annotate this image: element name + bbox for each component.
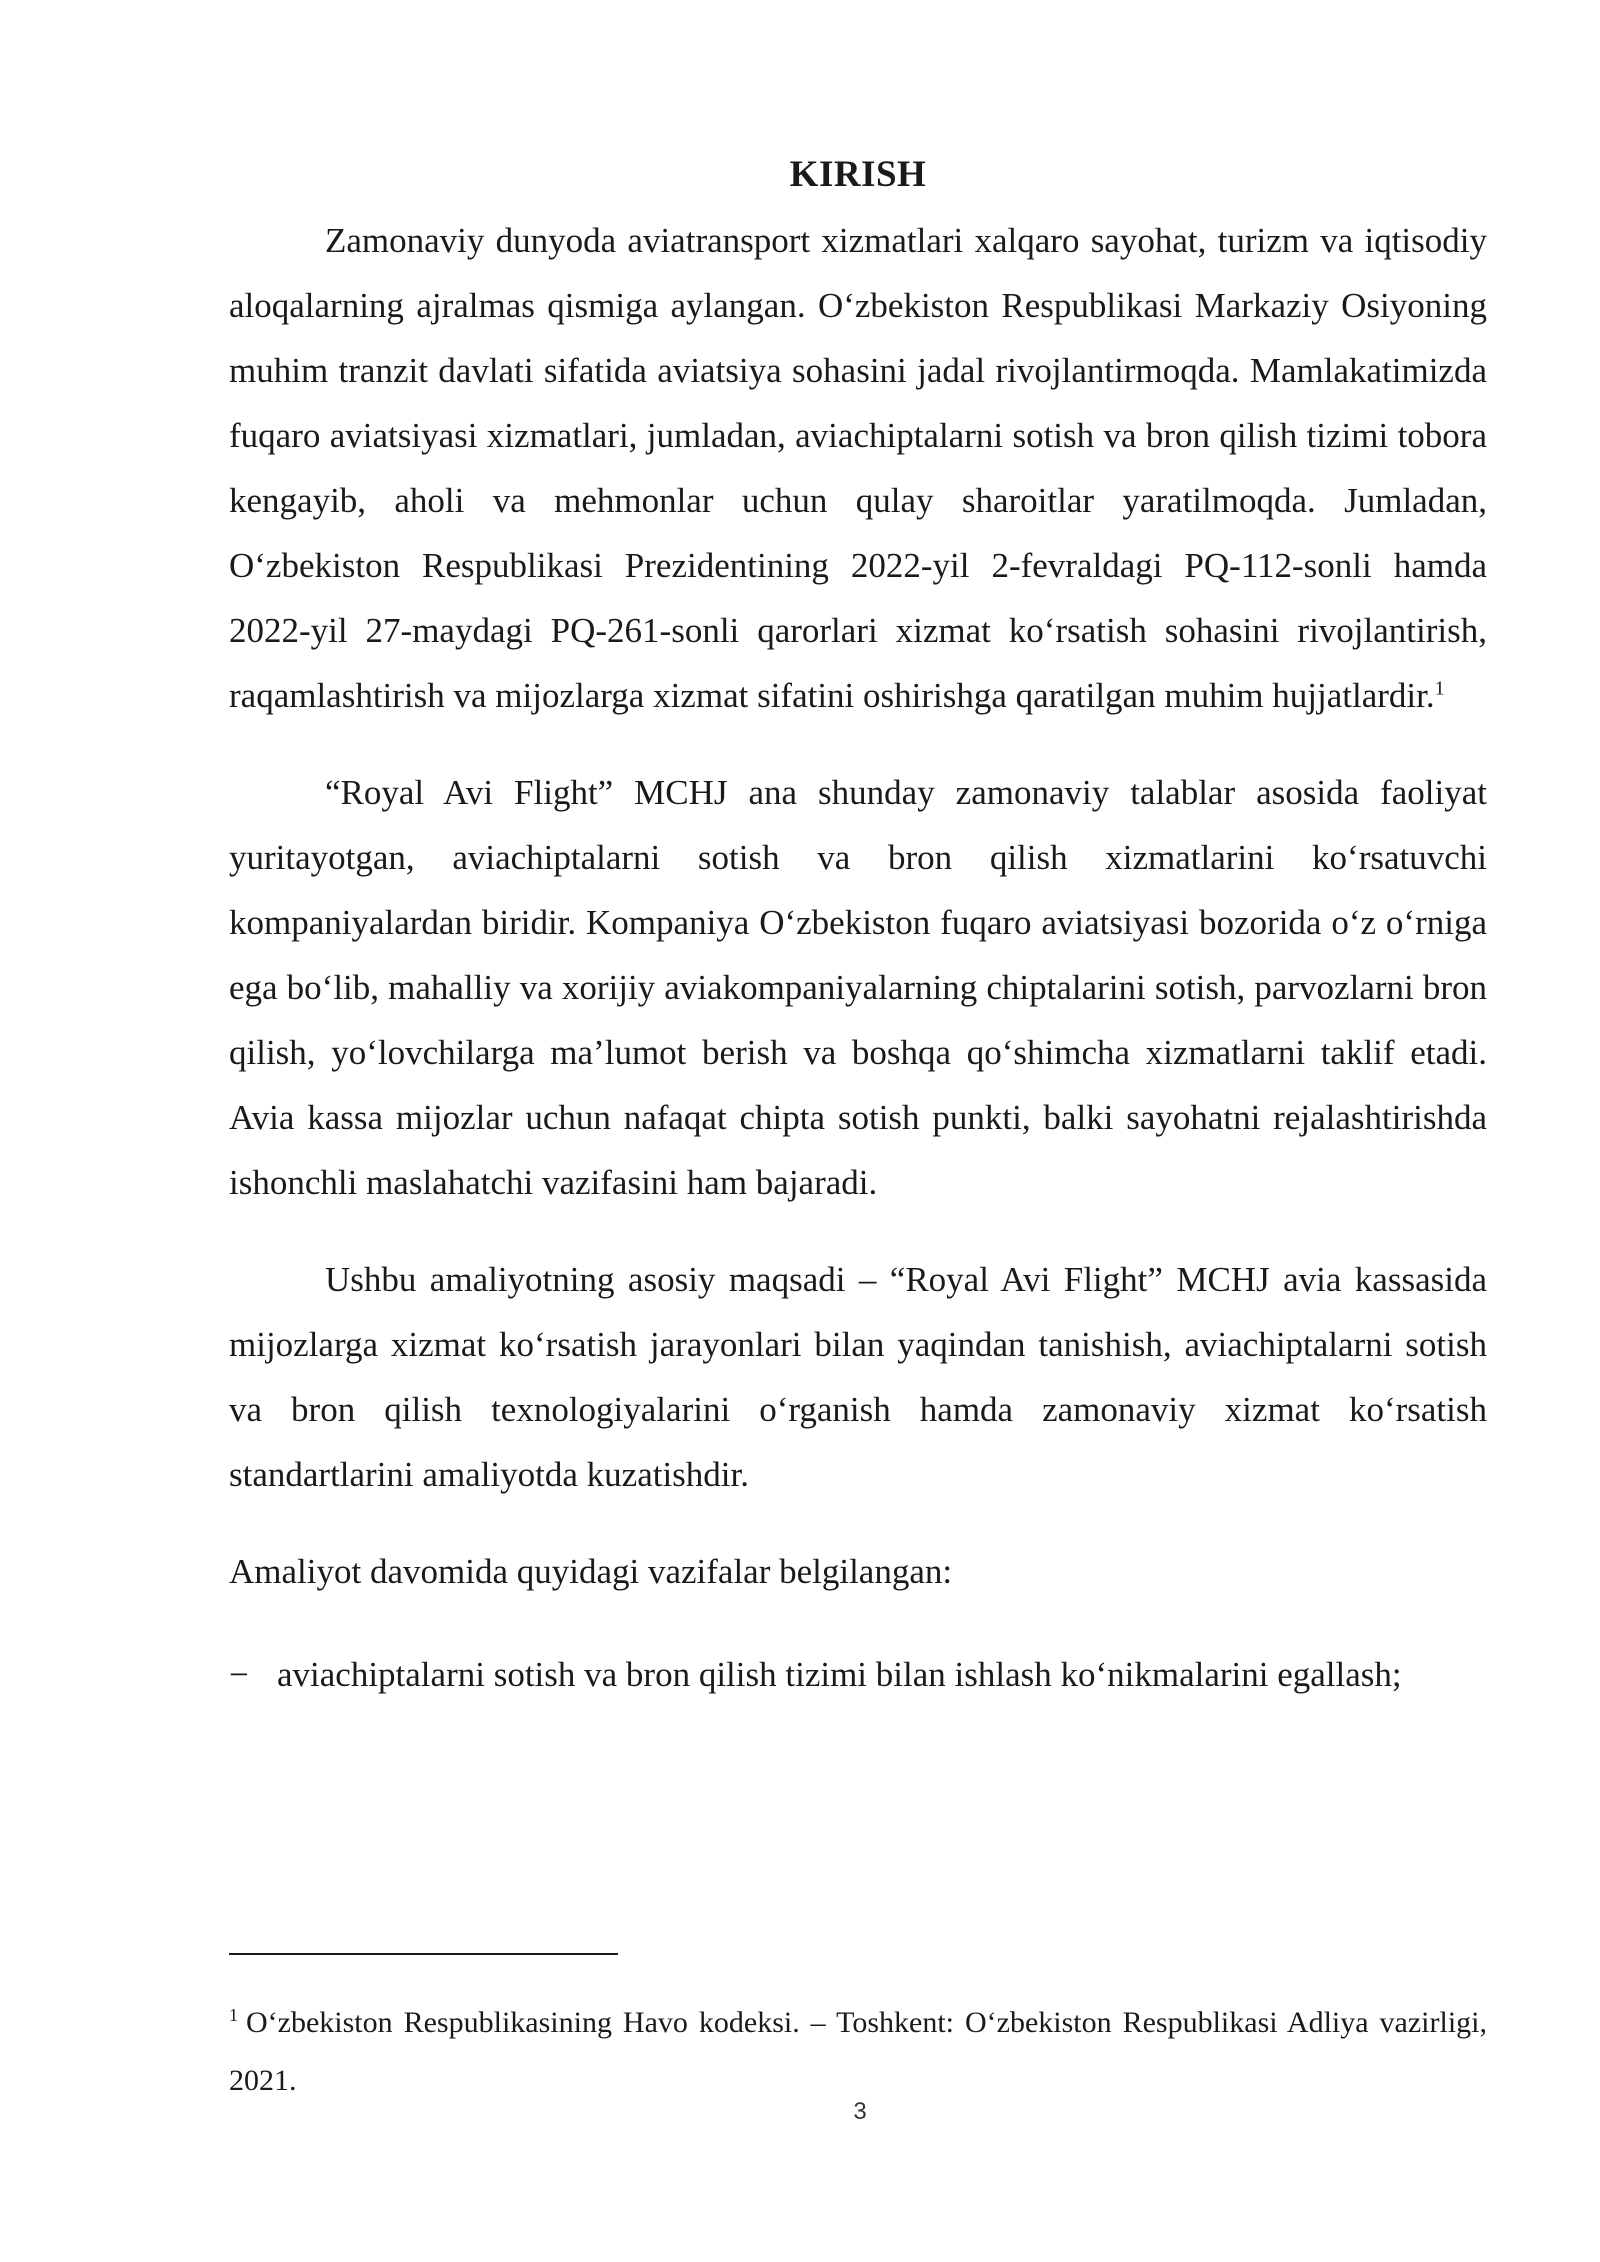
tasks-intro: Amaliyot davomida quyidagi vazifalar belgilangan:	[229, 1552, 953, 1591]
paragraph-intro-text: Zamonaviy dunyoda aviatransport xizmatlari xalqaro sayohat, turizm va iqtisodiy aloqalarning ajralmas qismiga aylangan. O‘zbekiston Respublikasi Markaziy Osiyoning muhim tranzit davlati sifatida aviatsiya sohasini jadal rivojlantirmoqda. Mamlakatimizda fuqaro aviatsiyasi xizmatlari, jumladan, aviachiptalarni sotish va bron qilish tizimi tobora kengayib, aholi va mehmonlar uchun qulay sharoitlar yaratilmoqda. Jumladan, O‘zbekiston Respublikasi Prezidentining 2022-yil 2-fevraldagi PQ-112-sonli hamda 2022-yil 27-maydagi PQ-261-sonli qarorlari xizmat ko‘rsatish sohasini rivojlantirish, raqamlashtirish va mijozlarga xizmat sifatini oshirishga qaratilgan muhim hujjatlardir.	[229, 221, 1487, 715]
footnote	[229, 1994, 1487, 2110]
footnote-mark: 1	[229, 2005, 238, 2025]
tasks-list	[229, 1642, 1487, 1707]
list-dash-marker: −	[229, 1655, 249, 1694]
list-item	[229, 1642, 1487, 1707]
footnote-text: O‘zbekiston Respublikasining Havo kodeksi. – Toshkent: O‘zbekiston Respublikasi Adliya vazirligi, 2021.	[229, 2006, 1487, 2097]
list-item-text: aviachiptalarni sotish va bron qilish tizimi bilan ishlash ko‘nikmalarini egallash;	[277, 1655, 1402, 1694]
paragraph-goal: Ushbu amaliyotning asosiy maqsadi – “Royal Avi Flight” MCHJ avia kassasida mijozlarga xizmat ko‘rsatish jarayonlari bilan yaqindan tanishish, aviachiptalarni sotish va bron qilish texnologiyalarini o‘rganish hamda zamonaviy xizmat ko‘rsatish standartlarini amaliyotda kuzatishdir.	[229, 1260, 1487, 1494]
section-heading: KIRISH	[789, 154, 927, 195]
footnote-separator	[229, 1953, 618, 1955]
page-number: 3	[853, 2098, 867, 2125]
footnote-reference[interactable]: 1	[1434, 677, 1445, 700]
paragraph-intro	[229, 208, 1487, 728]
paragraph-company: “Royal Avi Flight” MCHJ ana shunday zamonaviy talablar asosida faoliyat yuritayotgan, aviachiptalarni sotish va bron qilish xizmatlarini ko‘rsatuvchi kompaniyalardan biridir. Kompaniya O‘zbekiston fuqaro aviatsiyasi bozorida o‘z o‘rniga ega bo‘lib, mahalliy va xorijiy aviakompaniyalarning chiptalarini sotish, parvozlarni bron qilish, yo‘lovchilarga ma’lumot berish va boshqa qo‘shimcha xizmatlarni taklif etadi. Avia kassa mijozlar uchun nafaqat chipta sotish punkti, balki sayohatni rejalashtirishda ishonchli maslahatchi vazifasini ham bajaradi.	[229, 773, 1487, 1202]
main-content	[229, 144, 1487, 1707]
